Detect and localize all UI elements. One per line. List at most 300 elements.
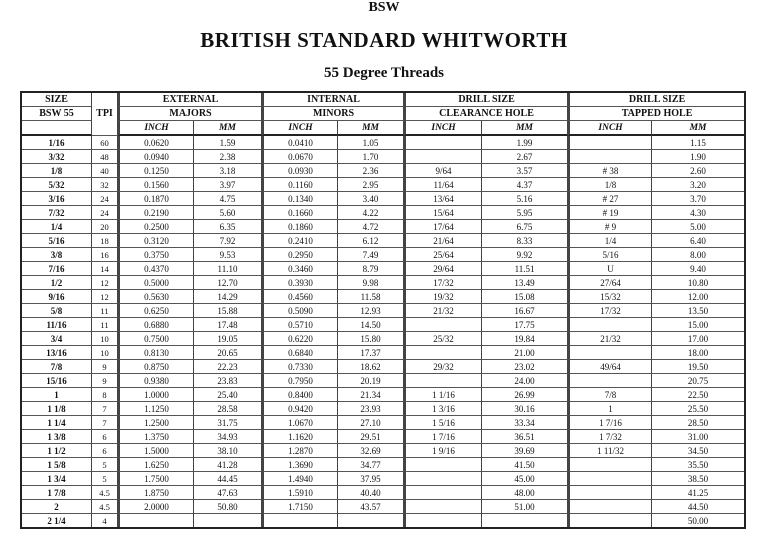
tap-mm-cell: 13.50	[652, 304, 744, 318]
table-row	[22, 178, 744, 192]
tap-inch-cell: 21/32	[568, 332, 652, 346]
ext-inch-cell: 1.0000	[118, 388, 194, 402]
clr-mm-cell	[482, 514, 568, 527]
drill-clearance-header: DRILL SIZE	[404, 93, 568, 107]
ext-mm-cell: 41.28	[194, 458, 262, 472]
tap-inch-cell: 27/64	[568, 276, 652, 290]
int-inch-cell: 0.0670	[262, 150, 338, 164]
tpi-cell: 9	[92, 374, 118, 388]
clr-inch-cell	[404, 346, 482, 360]
int-mm-cell: 14.50	[338, 318, 404, 332]
tpi-cell: 48	[92, 150, 118, 164]
ext-mm-cell: 12.70	[194, 276, 262, 290]
int-inch-cell: 0.2950	[262, 248, 338, 262]
int-inch-cell: 1.2870	[262, 444, 338, 458]
table-row	[22, 388, 744, 402]
clr-inch-cell: 29/64	[404, 262, 482, 276]
int-inch-cell: 0.7950	[262, 374, 338, 388]
tap-inch-cell	[568, 486, 652, 500]
clr-mm-cell: 51.00	[482, 500, 568, 514]
ext-inch-cell: 1.7500	[118, 472, 194, 486]
ext-mm-cell: 3.18	[194, 164, 262, 178]
int-inch-header: INCH	[262, 121, 338, 136]
clr-inch-cell: 21/32	[404, 304, 482, 318]
ext-inch-header: INCH	[118, 121, 194, 136]
tap-inch-cell	[568, 374, 652, 388]
ext-inch-cell: 0.9380	[118, 374, 194, 388]
table-row	[22, 332, 744, 346]
tpi-cell: 9	[92, 360, 118, 374]
ext-inch-cell: 0.2500	[118, 220, 194, 234]
clr-mm-cell: 39.69	[482, 444, 568, 458]
external-header: EXTERNAL	[118, 93, 262, 107]
clr-mm-cell: 3.57	[482, 164, 568, 178]
size-cell: 15/16	[22, 374, 92, 388]
table-row	[22, 136, 744, 150]
clr-inch-cell	[404, 150, 482, 164]
tap-inch-cell: 1 7/32	[568, 430, 652, 444]
int-mm-cell: 20.19	[338, 374, 404, 388]
ext-mm-cell: 1.59	[194, 136, 262, 150]
ext-mm-cell: 38.10	[194, 444, 262, 458]
int-mm-cell: 2.36	[338, 164, 404, 178]
tap-mm-cell: 50.00	[687, 515, 709, 526]
size-cell: 3/16	[22, 192, 92, 206]
clr-inch-cell: 11/64	[404, 178, 482, 192]
clr-mm-cell: 11.51	[482, 262, 568, 276]
size-cell: 1	[22, 388, 92, 402]
int-inch-cell: 0.8400	[262, 388, 338, 402]
int-mm-cell: 9.98	[338, 276, 404, 290]
tap-mm-cell: 44.50	[652, 500, 744, 514]
tpi-cell: 20	[92, 220, 118, 234]
int-mm-cell: 40.40	[338, 486, 404, 500]
tap-inch-cell: 49/64	[568, 360, 652, 374]
tpi-cell: 6	[92, 444, 118, 458]
size-cell: 5/8	[22, 304, 92, 318]
clr-mm-cell: 5.16	[482, 192, 568, 206]
clr-mm-cell: 26.99	[482, 388, 568, 402]
int-mm-cell: 17.37	[338, 346, 404, 360]
ext-inch-cell: 0.5630	[118, 290, 194, 304]
table-row	[22, 164, 744, 178]
ext-mm-cell: 23.83	[194, 374, 262, 388]
clr-inch-cell	[404, 500, 482, 514]
table-row	[22, 458, 744, 472]
tap-inch-cell	[568, 346, 652, 360]
ext-mm-cell: 50.80	[194, 500, 262, 514]
tap-mm-cell: 35.50	[652, 458, 744, 472]
ext-mm-cell: 15.88	[194, 304, 262, 318]
ext-mm-cell: 17.48	[194, 318, 262, 332]
clr-mm-cell: 41.50	[482, 458, 568, 472]
int-inch-cell: 0.6220	[262, 332, 338, 346]
drill-tapped-header: DRILL SIZE	[568, 93, 744, 107]
int-inch-cell: 0.1340	[262, 192, 338, 206]
clr-inch-cell: 21/64	[404, 234, 482, 248]
tap-mm-cell: 9.40	[652, 262, 744, 276]
size-cell: 1 5/8	[22, 458, 92, 472]
ext-mm-cell: 7.92	[194, 234, 262, 248]
ext-inch-cell: 0.7500	[118, 332, 194, 346]
thread-table	[20, 91, 746, 529]
tpi-cell: 6	[92, 430, 118, 444]
clr-mm-cell: 13.49	[482, 276, 568, 290]
size-unit-blank	[22, 121, 92, 136]
ext-mm-cell: 2.38	[194, 150, 262, 164]
tap-mm-cell: 8.00	[652, 248, 744, 262]
ext-mm-cell: 19.05	[194, 332, 262, 346]
clr-inch-cell	[404, 374, 482, 388]
tap-inch-cell	[568, 136, 652, 150]
ext-inch-cell: 0.8750	[118, 360, 194, 374]
tap-mm-cell: 5.00	[652, 220, 744, 234]
tpi-cell: 11	[92, 304, 118, 318]
tap-inch-cell: U	[568, 262, 652, 276]
ext-inch-cell	[118, 514, 194, 527]
int-inch-cell: 0.2410	[262, 234, 338, 248]
int-mm-cell: 8.79	[338, 262, 404, 276]
clr-inch-cell: 1 7/16	[404, 430, 482, 444]
tap-mm-header: MM	[652, 121, 744, 136]
int-inch-cell: 1.1620	[262, 430, 338, 444]
table-row	[22, 402, 744, 416]
int-mm-cell: 11.58	[338, 290, 404, 304]
int-inch-cell: 0.6840	[262, 346, 338, 360]
clr-inch-cell: 9/64	[404, 164, 482, 178]
tap-mm-cell: 28.50	[652, 416, 744, 430]
tpi-cell: 18	[92, 234, 118, 248]
tap-inch-cell: 5/16	[568, 248, 652, 262]
tpi-header: TPI	[92, 93, 118, 136]
int-mm-cell: 1.70	[338, 150, 404, 164]
int-mm-cell: 4.72	[338, 220, 404, 234]
clr-inch-cell: 19/32	[404, 290, 482, 304]
tpi-cell: 5	[92, 458, 118, 472]
tap-mm-cell: 41.25	[652, 486, 744, 500]
size-header: SIZE	[22, 93, 92, 107]
tap-inch-cell: # 9	[568, 220, 652, 234]
tpi-cell: 40	[92, 164, 118, 178]
ext-mm-cell	[194, 514, 262, 527]
clr-mm-cell: 1.99	[482, 136, 568, 150]
ext-inch-cell: 0.0940	[118, 150, 194, 164]
ext-inch-cell: 1.6250	[118, 458, 194, 472]
size-cell: 1 1/4	[22, 416, 92, 430]
clr-mm-cell: 23.02	[482, 360, 568, 374]
ext-mm-cell: 6.35	[194, 220, 262, 234]
ext-mm-cell: 25.40	[194, 388, 262, 402]
header-row-units	[22, 121, 744, 136]
tpi-cell: 10	[92, 332, 118, 346]
tap-inch-cell: # 27	[568, 192, 652, 206]
tap-inch-cell: 17/32	[568, 304, 652, 318]
clr-mm-cell: 48.00	[482, 486, 568, 500]
tap-inch-cell	[568, 472, 652, 486]
int-inch-cell: 0.3930	[262, 276, 338, 290]
clr-mm-cell: 6.75	[482, 220, 568, 234]
int-mm-cell: 1.05	[338, 136, 404, 150]
tpi-cell: 11	[92, 318, 118, 332]
size-cell: 13/16	[22, 346, 92, 360]
size-cell: 1/2	[22, 276, 92, 290]
table-row	[22, 276, 744, 290]
page-subtitle: 55 Degree Threads	[324, 65, 444, 81]
size-cell: 1 7/8	[22, 486, 92, 500]
int-mm-cell: 12.93	[338, 304, 404, 318]
clr-mm-cell: 8.33	[482, 234, 568, 248]
int-mm-cell: 2.95	[338, 178, 404, 192]
table-row	[22, 206, 744, 220]
int-mm-cell: 27.10	[338, 416, 404, 430]
size-cell: 1 3/4	[22, 472, 92, 486]
size-cell: 3/4	[22, 332, 92, 346]
ext-inch-cell: 1.3750	[118, 430, 194, 444]
int-inch-cell: 1.4940	[262, 472, 338, 486]
clr-mm-header: MM	[482, 121, 568, 136]
int-inch-cell	[262, 514, 338, 527]
ext-inch-cell: 1.1250	[118, 402, 194, 416]
clr-mm-cell: 2.67	[482, 150, 568, 164]
int-mm-header: MM	[338, 121, 404, 136]
tap-inch-cell	[568, 318, 652, 332]
table-row	[22, 444, 744, 458]
tap-mm-cell: 6.40	[652, 234, 744, 248]
ext-inch-cell: 0.2190	[118, 206, 194, 220]
size-cell: 7/32	[22, 206, 92, 220]
clr-inch-cell: 17/32	[404, 276, 482, 290]
table-row	[22, 430, 744, 444]
header-row-subgroups	[22, 107, 744, 121]
clr-inch-cell	[404, 514, 482, 527]
tpi-cell: 7	[92, 402, 118, 416]
tpi-cell: 12	[92, 276, 118, 290]
clr-mm-cell: 30.16	[482, 402, 568, 416]
int-mm-cell: 21.34	[338, 388, 404, 402]
tpi-cell: 16	[92, 248, 118, 262]
clr-inch-cell: 29/32	[404, 360, 482, 374]
tpi-cell: 24	[92, 192, 118, 206]
int-inch-cell: 0.7330	[262, 360, 338, 374]
minors-header: MINORS	[262, 107, 404, 121]
table-row	[22, 150, 744, 164]
clr-inch-cell: 1 9/16	[404, 444, 482, 458]
tap-mm-cell: 19.50	[652, 360, 744, 374]
ext-inch-cell: 0.1870	[118, 192, 194, 206]
size-cell: 9/16	[22, 290, 92, 304]
ext-inch-cell: 2.0000	[118, 500, 194, 514]
clr-mm-cell: 9.92	[482, 248, 568, 262]
table-row	[22, 304, 744, 318]
size-cell: 1/8	[22, 164, 92, 178]
int-mm-cell	[338, 514, 404, 527]
clr-mm-cell: 45.00	[482, 472, 568, 486]
table-row	[22, 318, 744, 332]
clr-mm-cell: 5.95	[482, 206, 568, 220]
majors-header: MAJORS	[118, 107, 262, 121]
int-mm-cell: 3.40	[338, 192, 404, 206]
ext-mm-cell: 28.58	[194, 402, 262, 416]
ext-inch-cell: 0.6250	[118, 304, 194, 318]
ext-mm-cell: 22.23	[194, 360, 262, 374]
tpi-cell: 8	[92, 388, 118, 402]
size-cell: 2 1/4	[22, 514, 92, 527]
int-mm-cell: 7.49	[338, 248, 404, 262]
bsw-header: BSW 55	[22, 107, 92, 121]
tpi-cell: 32	[92, 178, 118, 192]
tap-inch-cell: 1/8	[568, 178, 652, 192]
ext-mm-cell: 14.29	[194, 290, 262, 304]
ext-inch-cell: 0.1250	[118, 164, 194, 178]
tap-inch-cell	[568, 500, 652, 514]
int-mm-cell: 32.69	[338, 444, 404, 458]
int-inch-cell: 1.7150	[262, 500, 338, 514]
size-cell: 1/4	[22, 220, 92, 234]
tpi-cell: 5	[92, 472, 118, 486]
tpi-cell: 4.5	[92, 486, 118, 500]
thread-table-body	[22, 136, 744, 527]
ext-inch-cell: 0.3750	[118, 248, 194, 262]
tpi-cell: 10	[92, 346, 118, 360]
size-cell: 2	[22, 500, 92, 514]
int-inch-cell: 0.1660	[262, 206, 338, 220]
tap-mm-cell: 3.20	[652, 178, 744, 192]
tap-inch-cell	[568, 458, 652, 472]
tap-inch-cell: 1 11/32	[568, 444, 652, 458]
int-mm-cell: 18.62	[338, 360, 404, 374]
size-cell: 1 1/2	[22, 444, 92, 458]
tap-mm-cell: 4.30	[652, 206, 744, 220]
tapped-hole-header: TAPPED HOLE	[568, 107, 744, 121]
tap-inch-cell: 1 7/16	[568, 416, 652, 430]
clr-inch-cell: 25/32	[404, 332, 482, 346]
tap-inch-header: INCH	[568, 121, 652, 136]
size-cell: 3/32	[22, 150, 92, 164]
tap-mm-cell: 1.15	[652, 136, 744, 150]
int-mm-cell: 4.22	[338, 206, 404, 220]
ext-mm-cell: 34.93	[194, 430, 262, 444]
tap-inch-cell: # 38	[568, 164, 652, 178]
tap-inch-cell: 1/4	[568, 234, 652, 248]
clr-inch-cell	[404, 486, 482, 500]
int-inch-cell: 1.3690	[262, 458, 338, 472]
int-inch-cell: 1.5910	[262, 486, 338, 500]
size-cell: 1/16	[22, 136, 92, 150]
tap-inch-cell: 1	[568, 402, 652, 416]
int-inch-cell: 0.4560	[262, 290, 338, 304]
int-inch-cell: 0.3460	[262, 262, 338, 276]
table-row	[22, 360, 744, 374]
tap-mm-cell: 20.75	[652, 374, 744, 388]
int-mm-cell: 29.51	[338, 430, 404, 444]
int-inch-cell: 0.5090	[262, 304, 338, 318]
tap-mm-cell: 2.60	[652, 164, 744, 178]
tap-mm-cell: 3.70	[652, 192, 744, 206]
clr-inch-cell: 1 3/16	[404, 402, 482, 416]
ext-mm-header: MM	[194, 121, 262, 136]
size-cell: 5/32	[22, 178, 92, 192]
table-row	[22, 220, 744, 234]
size-cell: 11/16	[22, 318, 92, 332]
clr-mm-cell: 24.00	[482, 374, 568, 388]
clr-mm-cell: 19.84	[482, 332, 568, 346]
clr-inch-cell	[404, 458, 482, 472]
clr-inch-cell: 15/64	[404, 206, 482, 220]
tap-inch-cell	[568, 150, 652, 164]
ext-mm-cell: 3.97	[194, 178, 262, 192]
tap-mm-cell: 18.00	[652, 346, 744, 360]
table-row	[22, 374, 744, 388]
table-row	[22, 192, 744, 206]
tap-mm-cell: 34.50	[652, 444, 744, 458]
clr-mm-cell: 33.34	[482, 416, 568, 430]
tpi-cell: 12	[92, 290, 118, 304]
int-inch-cell: 0.1160	[262, 178, 338, 192]
ext-mm-cell: 5.60	[194, 206, 262, 220]
clr-mm-cell: 36.51	[482, 430, 568, 444]
ext-mm-cell: 20.65	[194, 346, 262, 360]
tap-mm-cell: 15.00	[652, 318, 744, 332]
tap-inch-cell: 15/32	[568, 290, 652, 304]
int-inch-cell: 0.1860	[262, 220, 338, 234]
ext-mm-cell: 11.10	[194, 262, 262, 276]
size-cell: 3/8	[22, 248, 92, 262]
size-cell: 1 1/8	[22, 402, 92, 416]
clr-inch-header: INCH	[404, 121, 482, 136]
clr-inch-cell: 25/64	[404, 248, 482, 262]
clr-mm-cell: 4.37	[482, 178, 568, 192]
ext-mm-cell: 44.45	[194, 472, 262, 486]
int-inch-cell: 0.9420	[262, 402, 338, 416]
clr-mm-cell: 15.08	[482, 290, 568, 304]
tpi-cell: 14	[92, 262, 118, 276]
int-mm-cell: 23.93	[338, 402, 404, 416]
tap-mm-cell: 25.50	[652, 402, 744, 416]
tpi-cell: 4.5	[92, 500, 118, 514]
page-code: BSW	[368, 0, 400, 15]
clr-inch-cell: 1 1/16	[404, 388, 482, 402]
page-title: BRITISH STANDARD WHITWORTH	[200, 28, 568, 52]
int-inch-cell: 0.0410	[262, 136, 338, 150]
table-row	[22, 486, 744, 500]
clearance-hole-header: CLEARANCE HOLE	[404, 107, 568, 121]
ext-inch-cell: 1.2500	[118, 416, 194, 430]
tap-inch-cell: # 19	[568, 206, 652, 220]
header-row-groups	[22, 93, 744, 107]
tpi-cell: 24	[92, 206, 118, 220]
ext-mm-cell: 31.75	[194, 416, 262, 430]
size-cell: 7/16	[22, 262, 92, 276]
tap-inch-cell: 7/8	[568, 388, 652, 402]
int-mm-cell: 34.77	[338, 458, 404, 472]
ext-inch-cell: 0.1560	[118, 178, 194, 192]
table-row	[22, 262, 744, 276]
clr-inch-cell: 17/64	[404, 220, 482, 234]
table-row	[22, 290, 744, 304]
int-mm-cell: 6.12	[338, 234, 404, 248]
int-mm-cell: 43.57	[338, 500, 404, 514]
ext-mm-cell: 47.63	[194, 486, 262, 500]
tap-mm-cell: 22.50	[652, 388, 744, 402]
tpi-cell: 4	[92, 514, 118, 527]
table-row	[22, 500, 744, 514]
tpi-cell: 60	[92, 136, 118, 150]
tap-mm-cell: 17.00	[652, 332, 744, 346]
ext-inch-cell: 0.6880	[118, 318, 194, 332]
table-row	[22, 248, 744, 262]
int-mm-cell: 15.80	[338, 332, 404, 346]
internal-header: INTERNAL	[262, 93, 404, 107]
